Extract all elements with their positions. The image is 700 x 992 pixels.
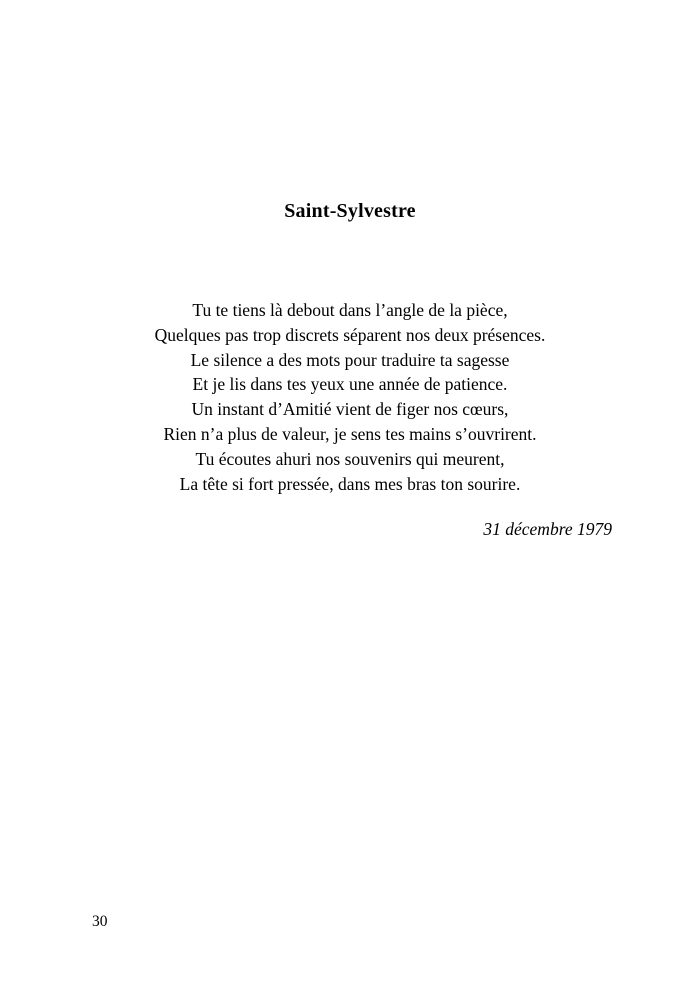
poem-body xyxy=(0,298,700,496)
poem-line: Rien n’a plus de valeur, je sens tes mains s’ouvrirent. xyxy=(163,423,537,444)
poem-line: Un instant d’Amitié vient de figer nos cœurs, xyxy=(191,399,509,420)
poem-line: Le silence a des mots pour traduire ta sagesse xyxy=(190,349,510,370)
poem-line: Tu te tiens là debout dans l’angle de la pièce, xyxy=(192,300,508,320)
poem-line: Tu écoutes ahuri nos souvenirs qui meurent, xyxy=(195,448,505,469)
poem-line: La tête si fort pressée, dans mes bras ton sourire. xyxy=(179,473,521,494)
page-number: 30 xyxy=(92,913,108,930)
poem-line: Quelques pas trop discrets séparent nos deux présences. xyxy=(154,324,546,345)
poem-line: Et je lis dans tes yeux une année de patience. xyxy=(192,374,508,395)
poem-title: Saint-Sylvestre xyxy=(284,200,416,222)
poem-date: 31 décembre 1979 xyxy=(483,519,612,539)
